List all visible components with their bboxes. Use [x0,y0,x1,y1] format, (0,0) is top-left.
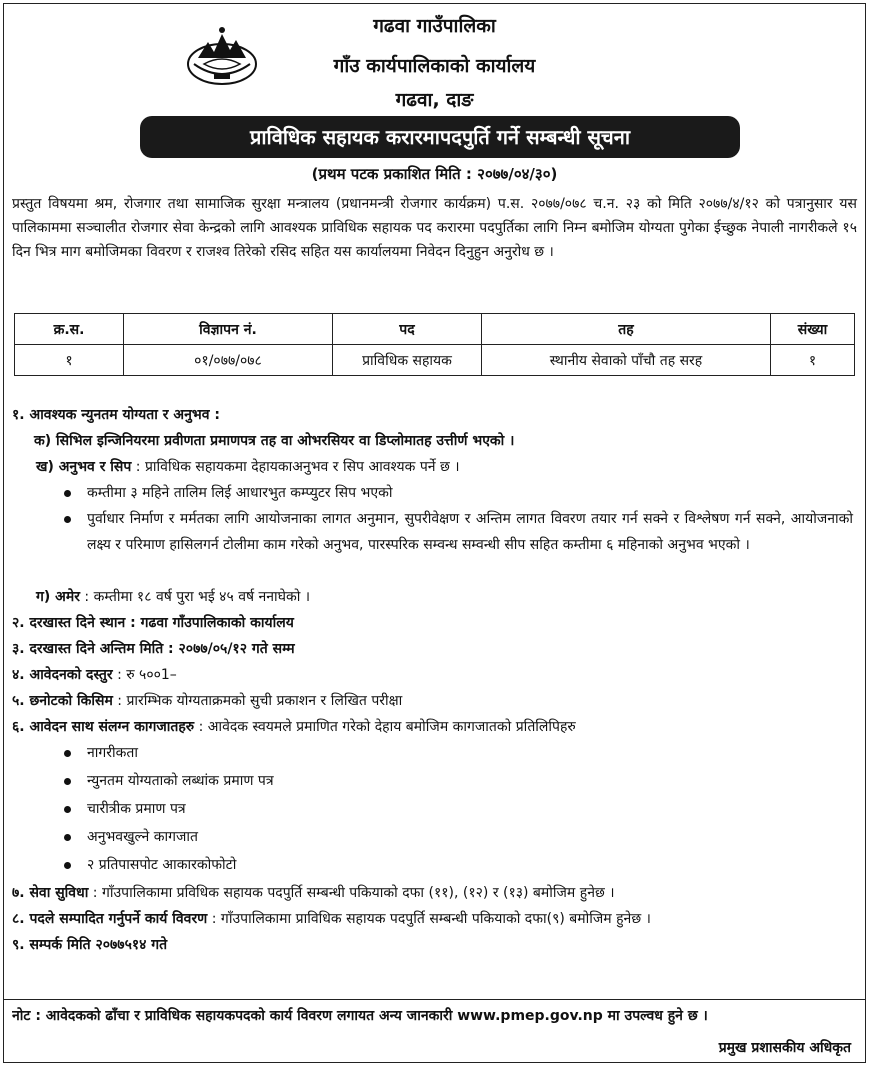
section-8-text: : गाँउपालिकामा प्राविधिक सहायक पदपुर्ति सम्बन्धी पकियाको दफा(९) बमोजिम हुनेछ । [211,911,651,927]
office-name: गढवा गाउँपालिका [373,15,496,37]
list-item: कम्तीमा ३ महिने तालिम लिई आधारभुत कम्प्युटर सिप भएको [12,480,857,506]
section-6-label: ६. आवेदन साथ संलग्न कागजातहरु [12,719,195,735]
bullet-icon [64,778,71,785]
notice-title: प्राविधिक सहायक करारमापदपुर्ति गर्ने सम्बन्धी सूचना [140,116,740,158]
section-6 [12,714,857,740]
vacancy-table [14,313,855,376]
section-7-label: ७. सेवा सुविधा [12,885,89,901]
section-4 [12,662,857,688]
section-1-title: १. आवश्यक न्युनतम योग्यता र अनुभव : [12,407,220,423]
section-9: ९. सम्पर्क मिति २०७७५१४ गते [12,937,168,953]
list-item: २ प्रतिपासपोट आकारकोफोटो [12,852,857,880]
office-subtitle: गाँउ कार्यपालिकाको कार्यालय [333,55,536,77]
list-item: अनुभवखुल्ने कागजात [12,824,857,852]
bullet-icon [64,834,71,841]
footer-note: नोट : आवेदकको ढाँचा र प्राविधिक सहायकपदको कार्य विवरण लगायत अन्य जानकारी www.pmep.gov.np मा उपल्वध हुने छ । [12,1008,708,1024]
cell-post: प्राविधिक सहायक [333,345,482,376]
section-1-c-text: : कम्तीमा १८ वर्ष पुरा भई ४५ वर्ष ननाघेको । [84,589,311,605]
list-item: नागरीकता [12,740,857,768]
section-1-b [12,454,857,480]
cell-count: १ [771,345,855,376]
office-address: गढवा, दाङ [395,89,474,111]
intro-paragraph: प्रस्तुत विषयमा श्रम, रोजगार तथा सामाजिक सुरक्षा मन्त्रालय (प्रधानमन्त्री रोजगार कार्यक्रम) प.स. २०७७/०७८ च.न. २३ को मिति २०७७/४/१२ को पत्रानुसार यस पालिकाममा सञ्चालीत रोजगार सेवा केन्द्रको लागि आवश्यक प्राविधिक सहायक पद करारमा पदपुर्तिका लागि निम्न बमोजिम योग्यता पुगेका ईच्छुक नेपाली नागरीकले १५ दिन भित्र माग बमोजिमका विवरण र राजश्व तिरेको रसिद सहित यस कार्यालयमा निवेदन दिनुहुन अनुरोध छ । [12,196,857,260]
section-1-b-label: ख) अनुभव र सिप [36,459,132,475]
bullet-icon [64,490,71,497]
bullet-icon [64,516,71,523]
section-1-a: क) सिभिल इन्जिनियरमा प्रवीणता प्रमाणपत्र तह वा ओभरसियर वा डिप्लोमातह उत्तीर्ण भएको । [34,433,515,449]
section-2: २. दरखास्त दिने स्थान : गढवा गाँउपालिकाको कार्यालय [12,615,294,631]
cell-level: स्थानीय सेवाको पाँचौ तह सरह [482,345,771,376]
table-header-row [15,314,855,345]
section-5-text: : प्रारम्भिक योग्यताक्रमको सुची प्रकाशन र लिखित परीक्षा [117,693,403,709]
notice-body [12,402,857,958]
section-4-text: : रु ५००1– [117,667,177,683]
section-8-label: ८. पदले सम्पादित गर्नुपर्ने कार्य विवरण [12,911,208,927]
bullet-icon [64,750,71,757]
section-3: ३. दरखास्त दिने अन्तिम मिति : २०७७/०५/१२ गते सम्म [12,641,295,657]
col-level: तह [482,314,771,345]
col-count: संख्या [771,314,855,345]
section-8 [12,906,857,932]
table-row [15,345,855,376]
col-ad-no: विज्ञापन नं. [124,314,333,345]
col-post: पद [333,314,482,345]
bullet-icon [64,862,71,869]
letterhead [4,4,865,116]
section-4-label: ४. आवेदनको दस्तुर [12,667,113,683]
section-1-c [12,584,857,610]
signatory: प्रमुख प्रशासकीय अधिकृत [718,1040,851,1056]
bullet-icon [64,806,71,813]
list-item: पुर्वाधार निर्माण र मर्मतका लागि आयोजनाका लागत अनुमान, सुपरीवेक्षण र अन्तिम लागत विवरण तयार गर्न सक्ने र विश्लेषण गर्न सक्ने, आयोजनाको लक्ष्य र परिमाण हासिलगर्न टोलीमा काम गरेको अनुभव, पारस्परिक सम्वन्ध सम्वन्धी सीप सहित कम्तीमा ६ महिनाको अनुभव भएको । [12,506,857,584]
section-5-label: ५. छनोटको किसिम [12,693,113,709]
section-6-text: : आवेदक स्वयमले प्रमाणित गरेको देहाय बमोजिम कागजातको प्रतिलिपिहरु [198,719,576,735]
published-date: (प्रथम पटक प्रकाशित मिति : २०७७/०४/३०) [311,165,558,183]
col-sn: क्र.स. [15,314,124,345]
section-5 [12,688,857,714]
list-item: चारीत्रीक प्रमाण पत्र [12,796,857,824]
section-1-c-label: ग) अमेर [36,589,80,605]
cell-ad-no: ०१/०७७/०७८ [124,345,333,376]
divider [4,999,865,1000]
notice-page [3,3,866,1063]
section-7-text: : गाँउपालिकामा प्रविधिक सहायक पदपुर्ति सम्बन्धी पकियाको दफा (११), (१२) र (१३) बमोजिम हुनेछ । [92,885,615,901]
cell-sn: १ [15,345,124,376]
list-item: न्युनतम योग्यताको लब्धांक प्रमाण पत्र [12,768,857,796]
section-1-b-text: : प्राविधिक सहायकमा देहायकाअनुभव र सिप आवश्यक पर्ने छ । [135,459,460,475]
section-7 [12,880,857,906]
